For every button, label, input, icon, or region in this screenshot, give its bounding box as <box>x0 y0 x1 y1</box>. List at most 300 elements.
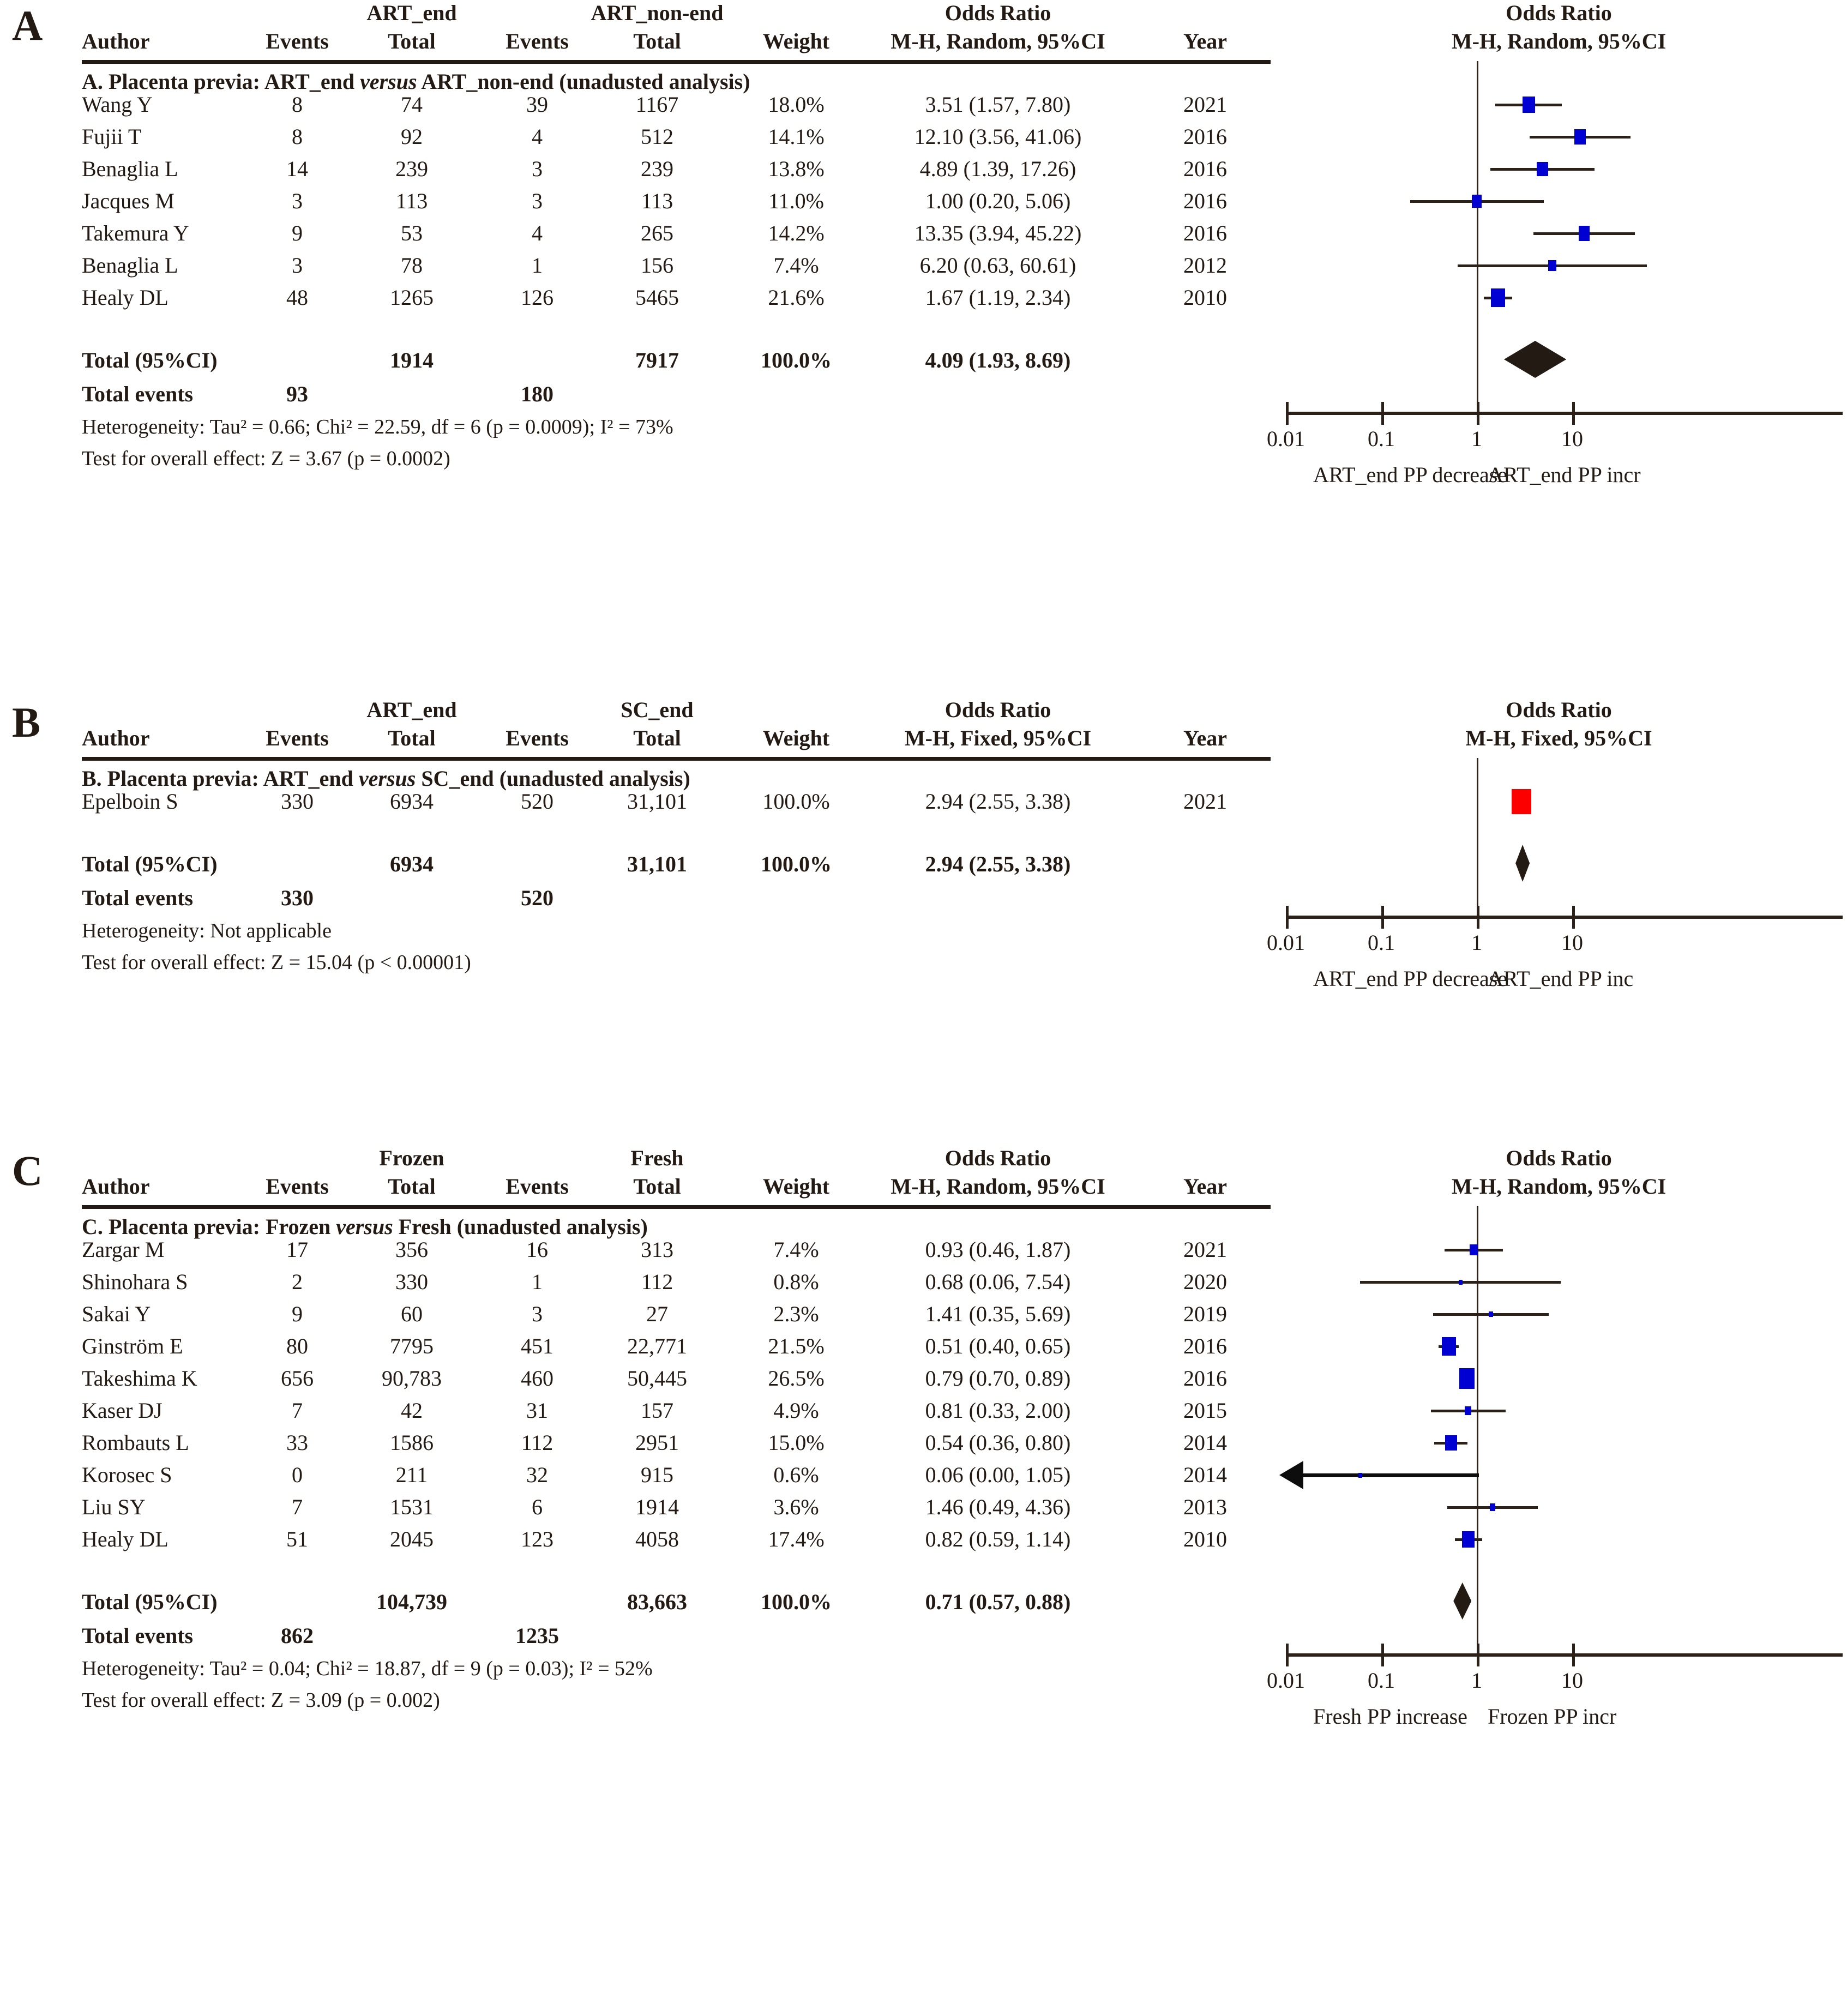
cell-weight: 21.5% <box>768 1334 825 1358</box>
cell-author: Korosec S <box>82 1463 172 1487</box>
cell-total1: 42 <box>401 1398 423 1423</box>
cell-events1: 7 <box>292 1398 303 1423</box>
pooled-effect-diamond <box>1453 1582 1471 1620</box>
header-rule <box>82 757 1271 761</box>
cell-author: Takemura Y <box>82 221 189 245</box>
cell-events2: 4 <box>532 124 543 149</box>
cell-total2: 5465 <box>635 285 679 310</box>
odds-ratio-header: Odds Ratio <box>944 1 1051 25</box>
axis-label-left: Fresh PP increase <box>1313 1704 1467 1729</box>
panel-a-forest-plot <box>1267 0 1847 697</box>
cell-events1: 0 <box>292 1463 303 1487</box>
cell-year: 2016 <box>1183 221 1227 245</box>
cell-year: 2014 <box>1183 1463 1227 1487</box>
column-header-total1: Total <box>388 726 436 750</box>
heterogeneity-text: Heterogeneity: Tau² = 0.66; Chi² = 22.59, df = 6 (p = 0.0009); I² = 73% <box>82 416 673 438</box>
cell-events1: 9 <box>292 221 303 245</box>
total-events2: 1235 <box>515 1623 559 1648</box>
study-effect-marker <box>1465 1406 1471 1415</box>
x-axis-tick-label: 0.01 <box>1267 1668 1305 1693</box>
total-total1: 6934 <box>390 852 434 876</box>
cell-events2: 3 <box>532 1302 543 1326</box>
column-header-year: Year <box>1183 726 1227 750</box>
cell-weight: 15.0% <box>768 1430 825 1455</box>
cell-total2: 113 <box>641 189 673 213</box>
group1-header: ART_end <box>366 697 457 722</box>
cell-events2: 32 <box>526 1463 548 1487</box>
cell-total2: 239 <box>641 157 673 181</box>
cell-total1: 74 <box>401 92 423 117</box>
column-header-author: Author <box>82 726 150 750</box>
cell-odds-ratio: 1.00 (0.20, 5.06) <box>925 189 1071 213</box>
table-row <box>82 1237 1271 1263</box>
x-axis-line <box>1286 412 1843 415</box>
cell-events1: 2 <box>292 1269 303 1294</box>
x-axis-tick <box>1477 1644 1479 1666</box>
cell-events1: 17 <box>286 1237 308 1262</box>
x-axis-tick <box>1381 402 1384 425</box>
cell-events1: 7 <box>292 1495 303 1519</box>
table-row <box>82 1398 1271 1424</box>
cell-weight: 26.5% <box>768 1366 825 1391</box>
panel-c-forest-plot <box>1267 1145 1847 2016</box>
column-header-year: Year <box>1183 1174 1227 1199</box>
column-header-total2: Total <box>633 1174 681 1199</box>
x-axis-tick-label: 0.01 <box>1267 930 1305 955</box>
table-row <box>82 124 1271 150</box>
cell-total2: 22,771 <box>627 1334 687 1358</box>
total-total2: 31,101 <box>627 852 687 876</box>
ci-line-clipped <box>1302 1473 1479 1477</box>
total-label: Total (95%CI) <box>82 348 218 372</box>
study-effect-marker <box>1470 1244 1478 1255</box>
subtitle-pre: A. Placenta previa: ART_end <box>82 69 360 94</box>
column-header-total2: Total <box>633 726 681 750</box>
x-axis-tick <box>1286 1644 1289 1666</box>
cell-weight: 2.3% <box>773 1302 819 1326</box>
cell-total1: 211 <box>395 1463 428 1487</box>
study-effect-marker <box>1490 1503 1496 1511</box>
total-total2: 7917 <box>635 348 679 372</box>
cell-total1: 2045 <box>390 1527 434 1551</box>
cell-author: Healy DL <box>82 285 169 310</box>
total-events1: 93 <box>286 382 308 406</box>
cell-odds-ratio: 1.46 (0.49, 4.36) <box>925 1495 1071 1519</box>
cell-total2: 156 <box>641 253 673 278</box>
cell-author: Takeshima K <box>82 1366 197 1391</box>
no-effect-reference-line <box>1477 61 1478 412</box>
table-row <box>82 1269 1271 1295</box>
cell-odds-ratio: 0.68 (0.06, 7.54) <box>925 1269 1071 1294</box>
cell-year: 2015 <box>1183 1398 1227 1423</box>
cell-total2: 157 <box>641 1398 673 1423</box>
cell-author: Sakai Y <box>82 1302 151 1326</box>
x-axis-tick <box>1381 1644 1384 1666</box>
subtitle-versus: versus <box>336 1214 393 1239</box>
table-row <box>82 1526 1271 1552</box>
study-effect-marker <box>1537 162 1548 177</box>
cell-author: Ginström E <box>82 1334 183 1358</box>
total-events1: 862 <box>281 1623 314 1648</box>
x-axis-tick-label: 10 <box>1561 426 1583 451</box>
total-events-row <box>82 1623 1271 1649</box>
no-effect-reference-line <box>1477 758 1478 916</box>
total-odds-ratio: 0.71 (0.57, 0.88) <box>925 1590 1071 1614</box>
cell-total2: 512 <box>641 124 673 149</box>
cell-total1: 90,783 <box>382 1366 442 1391</box>
table-header-row <box>82 697 1271 756</box>
column-header-weight: Weight <box>762 726 830 750</box>
cell-total2: 27 <box>646 1302 668 1326</box>
study-effect-marker <box>1491 288 1505 306</box>
study-effect-marker <box>1358 1473 1362 1478</box>
cell-odds-ratio: 6.20 (0.63, 60.61) <box>919 253 1076 278</box>
cell-author: Benaglia L <box>82 253 178 278</box>
x-axis-tick <box>1572 906 1575 929</box>
cell-events1: 14 <box>286 157 308 181</box>
cell-author: Rombauts L <box>82 1430 189 1455</box>
cell-author: Liu SY <box>82 1495 146 1519</box>
group1-header: Frozen <box>379 1146 444 1170</box>
cell-year: 2016 <box>1183 124 1227 149</box>
cell-events2: 3 <box>532 189 543 213</box>
cell-weight: 21.6% <box>768 285 825 310</box>
study-effect-marker <box>1472 195 1482 208</box>
cell-total1: 78 <box>401 253 423 278</box>
cell-year: 2016 <box>1183 189 1227 213</box>
cell-events1: 33 <box>286 1430 308 1455</box>
column-header-author: Author <box>82 29 150 53</box>
axis-label-right: ART_end PP incr <box>1488 462 1641 487</box>
subtitle-pre: B. Placenta previa: ART_end <box>82 766 359 791</box>
cell-events2: 16 <box>526 1237 548 1262</box>
header-rule <box>82 60 1271 64</box>
cell-total1: 1586 <box>390 1430 434 1455</box>
cell-total2: 4058 <box>635 1527 679 1551</box>
panel-subtitle <box>82 1214 648 1239</box>
study-effect-marker <box>1574 129 1586 144</box>
cell-author: Kaser DJ <box>82 1398 163 1423</box>
study-effect-marker <box>1523 97 1535 113</box>
cell-total1: 92 <box>401 124 423 149</box>
column-header-events2: Events <box>506 29 569 53</box>
column-header-events1: Events <box>266 726 329 750</box>
group2-header: Fresh <box>630 1146 684 1170</box>
cell-year: 2010 <box>1183 285 1227 310</box>
cell-odds-ratio: 0.54 (0.36, 0.80) <box>925 1430 1071 1455</box>
total-row <box>82 347 1271 374</box>
total-events2: 180 <box>521 382 554 406</box>
panel-letter-b: B <box>12 699 41 746</box>
table-row <box>82 156 1271 182</box>
overall-effect-text: Test for overall effect: Z = 3.09 (p = 0.002) <box>82 1689 440 1712</box>
cell-total2: 50,445 <box>627 1366 687 1391</box>
cell-events1: 8 <box>292 92 303 117</box>
forest-header-bottom: M-H, Random, 95%CI <box>1451 29 1666 53</box>
column-header-events2: Events <box>506 1174 569 1199</box>
total-label: Total (95%CI) <box>82 1590 218 1614</box>
no-effect-reference-line <box>1477 1206 1478 1653</box>
cell-events1: 48 <box>286 285 308 310</box>
column-header-year: Year <box>1183 29 1227 53</box>
total-events-label: Total events <box>82 886 194 910</box>
cell-odds-ratio: 4.89 (1.39, 17.26) <box>919 157 1076 181</box>
total-events-row <box>82 381 1271 407</box>
total-row <box>82 1589 1271 1615</box>
subtitle-post: ART_non-end (unadusted analysis) <box>417 69 750 94</box>
study-effect-marker <box>1459 1280 1463 1285</box>
x-axis-tick <box>1477 402 1479 425</box>
cell-events2: 31 <box>526 1398 548 1423</box>
study-effect-marker <box>1445 1435 1457 1451</box>
group2-header: SC_end <box>621 697 694 722</box>
axis-label-left: ART_end PP decrease <box>1313 966 1508 991</box>
total-weight: 100.0% <box>761 348 832 372</box>
x-axis-tick-label: 1 <box>1471 930 1482 955</box>
x-axis-tick <box>1381 906 1384 929</box>
cell-total1: 6934 <box>390 789 434 814</box>
cell-events2: 520 <box>521 789 554 814</box>
x-axis-tick <box>1286 402 1289 425</box>
cell-author: Healy DL <box>82 1527 169 1551</box>
x-axis-tick <box>1572 1644 1575 1666</box>
panel-letter-a: A <box>12 2 43 49</box>
cell-events2: 6 <box>532 1495 543 1519</box>
study-effect-marker <box>1459 1368 1475 1388</box>
cell-events2: 1 <box>532 253 543 278</box>
cell-weight: 14.2% <box>768 221 825 245</box>
forest-header-bottom: M-H, Fixed, 95%CI <box>1465 726 1652 750</box>
pooled-effect-diamond <box>1515 845 1530 882</box>
forest-header-top: Odds Ratio <box>1506 1 1612 25</box>
x-axis-tick <box>1286 906 1289 929</box>
axis-label-right: ART_end PP inc <box>1488 966 1634 991</box>
cell-author: Jacques M <box>82 189 175 213</box>
column-header-or-ci: M-H, Random, 95%CI <box>891 29 1105 53</box>
total-events-label: Total events <box>82 382 194 406</box>
cell-odds-ratio: 12.10 (3.56, 41.06) <box>914 124 1082 149</box>
cell-weight: 3.6% <box>773 1495 819 1519</box>
total-row <box>82 851 1271 877</box>
cell-events2: 4 <box>532 221 543 245</box>
column-header-total2: Total <box>633 29 681 53</box>
column-header-total1: Total <box>388 29 436 53</box>
heterogeneity-text: Heterogeneity: Tau² = 0.04; Chi² = 18.87, df = 9 (p = 0.03); I² = 52% <box>82 1657 653 1680</box>
cell-events2: 39 <box>526 92 548 117</box>
cell-odds-ratio: 3.51 (1.57, 7.80) <box>925 92 1071 117</box>
study-effect-marker <box>1512 789 1531 814</box>
table-row <box>82 1462 1271 1488</box>
x-axis-tick <box>1477 906 1479 929</box>
cell-odds-ratio: 0.81 (0.33, 2.00) <box>925 1398 1071 1423</box>
column-header-author: Author <box>82 1174 150 1199</box>
group1-header: ART_end <box>366 1 457 25</box>
pooled-effect-diamond <box>1504 341 1566 378</box>
cell-total1: 239 <box>395 157 428 181</box>
cell-events2: 460 <box>521 1366 554 1391</box>
table-row <box>82 252 1271 279</box>
subtitle-versus: versus <box>360 69 417 94</box>
table-row <box>82 1301 1271 1327</box>
panel-b-table <box>82 697 1271 974</box>
cell-weight: 17.4% <box>768 1527 825 1551</box>
total-weight: 100.0% <box>761 852 832 876</box>
column-header-total1: Total <box>388 1174 436 1199</box>
cell-author: Shinohara S <box>82 1269 188 1294</box>
cell-total2: 2951 <box>635 1430 679 1455</box>
table-row <box>82 92 1271 118</box>
cell-weight: 13.8% <box>768 157 825 181</box>
table-row <box>82 285 1271 311</box>
table-row <box>82 1430 1271 1456</box>
header-rule <box>82 1205 1271 1209</box>
column-header-events1: Events <box>266 29 329 53</box>
total-total1: 104,739 <box>376 1590 447 1614</box>
study-effect-marker <box>1548 260 1556 271</box>
cell-total2: 31,101 <box>627 789 687 814</box>
cell-odds-ratio: 0.51 (0.40, 0.65) <box>925 1334 1071 1358</box>
cell-odds-ratio: 1.67 (1.19, 2.34) <box>925 285 1071 310</box>
cell-total1: 60 <box>401 1302 423 1326</box>
cell-weight: 18.0% <box>768 92 825 117</box>
cell-author: Benaglia L <box>82 157 178 181</box>
cell-total2: 915 <box>641 1463 673 1487</box>
cell-events2: 451 <box>521 1334 554 1358</box>
panel-subtitle <box>82 766 690 791</box>
odds-ratio-header: Odds Ratio <box>944 697 1051 722</box>
panel-letter-c: C <box>12 1147 43 1194</box>
subtitle-versus: versus <box>358 766 416 791</box>
total-total2: 83,663 <box>627 1590 687 1614</box>
cell-events1: 8 <box>292 124 303 149</box>
total-odds-ratio: 2.94 (2.55, 3.38) <box>925 852 1071 876</box>
cell-events2: 1 <box>532 1269 543 1294</box>
total-odds-ratio: 4.09 (1.93, 8.69) <box>925 348 1071 372</box>
table-row <box>82 789 1271 815</box>
x-axis-tick-label: 1 <box>1471 426 1482 451</box>
study-effect-marker <box>1489 1311 1493 1317</box>
ci-left-arrow-icon <box>1279 1461 1303 1489</box>
cell-author: Fujii T <box>82 124 142 149</box>
cell-weight: 7.4% <box>773 1237 819 1262</box>
cell-total1: 1265 <box>390 285 434 310</box>
overall-effect-text: Test for overall effect: Z = 3.67 (p = 0.0002) <box>82 447 450 470</box>
table-row <box>82 188 1271 214</box>
cell-events1: 3 <box>292 253 303 278</box>
total-events1: 330 <box>281 886 314 910</box>
cell-events2: 123 <box>521 1527 554 1551</box>
cell-year: 2014 <box>1183 1430 1227 1455</box>
column-header-or-ci: M-H, Fixed, 95%CI <box>904 726 1092 750</box>
column-header-events1: Events <box>266 1174 329 1199</box>
x-axis-line <box>1286 1653 1843 1657</box>
study-effect-marker <box>1579 226 1590 240</box>
overall-effect-text: Test for overall effect: Z = 15.04 (p < 0.00001) <box>82 951 471 974</box>
cell-total2: 1914 <box>635 1495 679 1519</box>
cell-year: 2016 <box>1183 1366 1227 1391</box>
cell-total1: 53 <box>401 221 423 245</box>
cell-total1: 330 <box>395 1269 428 1294</box>
cell-total2: 313 <box>641 1237 673 1262</box>
cell-year: 2021 <box>1183 1237 1227 1262</box>
x-axis-tick-label: 10 <box>1561 1668 1583 1693</box>
total-events2: 520 <box>521 886 554 910</box>
cell-year: 2020 <box>1183 1269 1227 1294</box>
cell-events1: 80 <box>286 1334 308 1358</box>
forest-header-top: Odds Ratio <box>1506 1146 1612 1170</box>
table-row <box>82 1494 1271 1520</box>
panel-subtitle <box>82 69 750 94</box>
total-events-row <box>82 885 1271 911</box>
cell-weight: 4.9% <box>773 1398 819 1423</box>
table-header-row <box>82 1145 1271 1204</box>
column-header-weight: Weight <box>762 29 830 53</box>
cell-weight: 0.6% <box>773 1463 819 1487</box>
cell-events1: 51 <box>286 1527 308 1551</box>
x-axis-tick-label: 1 <box>1471 1668 1482 1693</box>
cell-total2: 265 <box>641 221 673 245</box>
x-axis-tick-label: 0.01 <box>1267 426 1305 451</box>
table-header-row <box>82 0 1271 59</box>
column-header-weight: Weight <box>762 1174 830 1199</box>
cell-odds-ratio: 0.06 (0.00, 1.05) <box>925 1463 1071 1487</box>
cell-events1: 9 <box>292 1302 303 1326</box>
axis-label-left: ART_end PP decrease <box>1313 462 1508 487</box>
cell-odds-ratio: 13.35 (3.94, 45.22) <box>914 221 1082 245</box>
cell-weight: 7.4% <box>773 253 819 278</box>
panel-c <box>0 1145 1847 2016</box>
x-axis-tick-label: 0.1 <box>1368 930 1395 955</box>
cell-total1: 113 <box>395 189 428 213</box>
cell-year: 2021 <box>1183 92 1227 117</box>
x-axis-tick-label: 0.1 <box>1368 426 1395 451</box>
cell-author: Zargar M <box>82 1237 165 1262</box>
cell-odds-ratio: 0.82 (0.59, 1.14) <box>925 1527 1071 1551</box>
axis-label-right: Frozen PP incr <box>1488 1704 1617 1729</box>
cell-events1: 656 <box>281 1366 314 1391</box>
forest-header-bottom: M-H, Random, 95%CI <box>1451 1174 1666 1199</box>
table-row <box>82 1365 1271 1392</box>
cell-year: 2021 <box>1183 789 1227 814</box>
cell-year: 2013 <box>1183 1495 1227 1519</box>
cell-odds-ratio: 1.41 (0.35, 5.69) <box>925 1302 1071 1326</box>
cell-events1: 330 <box>281 789 314 814</box>
total-weight: 100.0% <box>761 1590 832 1614</box>
cell-weight: 100.0% <box>762 789 830 814</box>
table-row <box>82 220 1271 246</box>
column-header-or-ci: M-H, Random, 95%CI <box>891 1174 1105 1199</box>
cell-total2: 112 <box>641 1269 673 1294</box>
cell-total1: 1531 <box>390 1495 434 1519</box>
cell-year: 2016 <box>1183 157 1227 181</box>
subtitle-post: SC_end (unadusted analysis) <box>416 766 690 791</box>
total-label: Total (95%CI) <box>82 852 218 876</box>
cell-events2: 3 <box>532 157 543 181</box>
cell-events1: 3 <box>292 189 303 213</box>
cell-year: 2019 <box>1183 1302 1227 1326</box>
x-axis-line <box>1286 916 1843 919</box>
cell-total2: 1167 <box>635 92 679 117</box>
cell-weight: 14.1% <box>768 124 825 149</box>
x-axis-tick <box>1572 402 1575 425</box>
cell-year: 2010 <box>1183 1527 1227 1551</box>
table-row <box>82 1333 1271 1359</box>
heterogeneity-text: Heterogeneity: Not applicable <box>82 919 332 942</box>
panel-c-table <box>82 1145 1271 1712</box>
subtitle-post: Fresh (unadusted analysis) <box>393 1214 648 1239</box>
study-effect-marker <box>1442 1337 1456 1355</box>
cell-odds-ratio: 2.94 (2.55, 3.38) <box>925 789 1071 814</box>
